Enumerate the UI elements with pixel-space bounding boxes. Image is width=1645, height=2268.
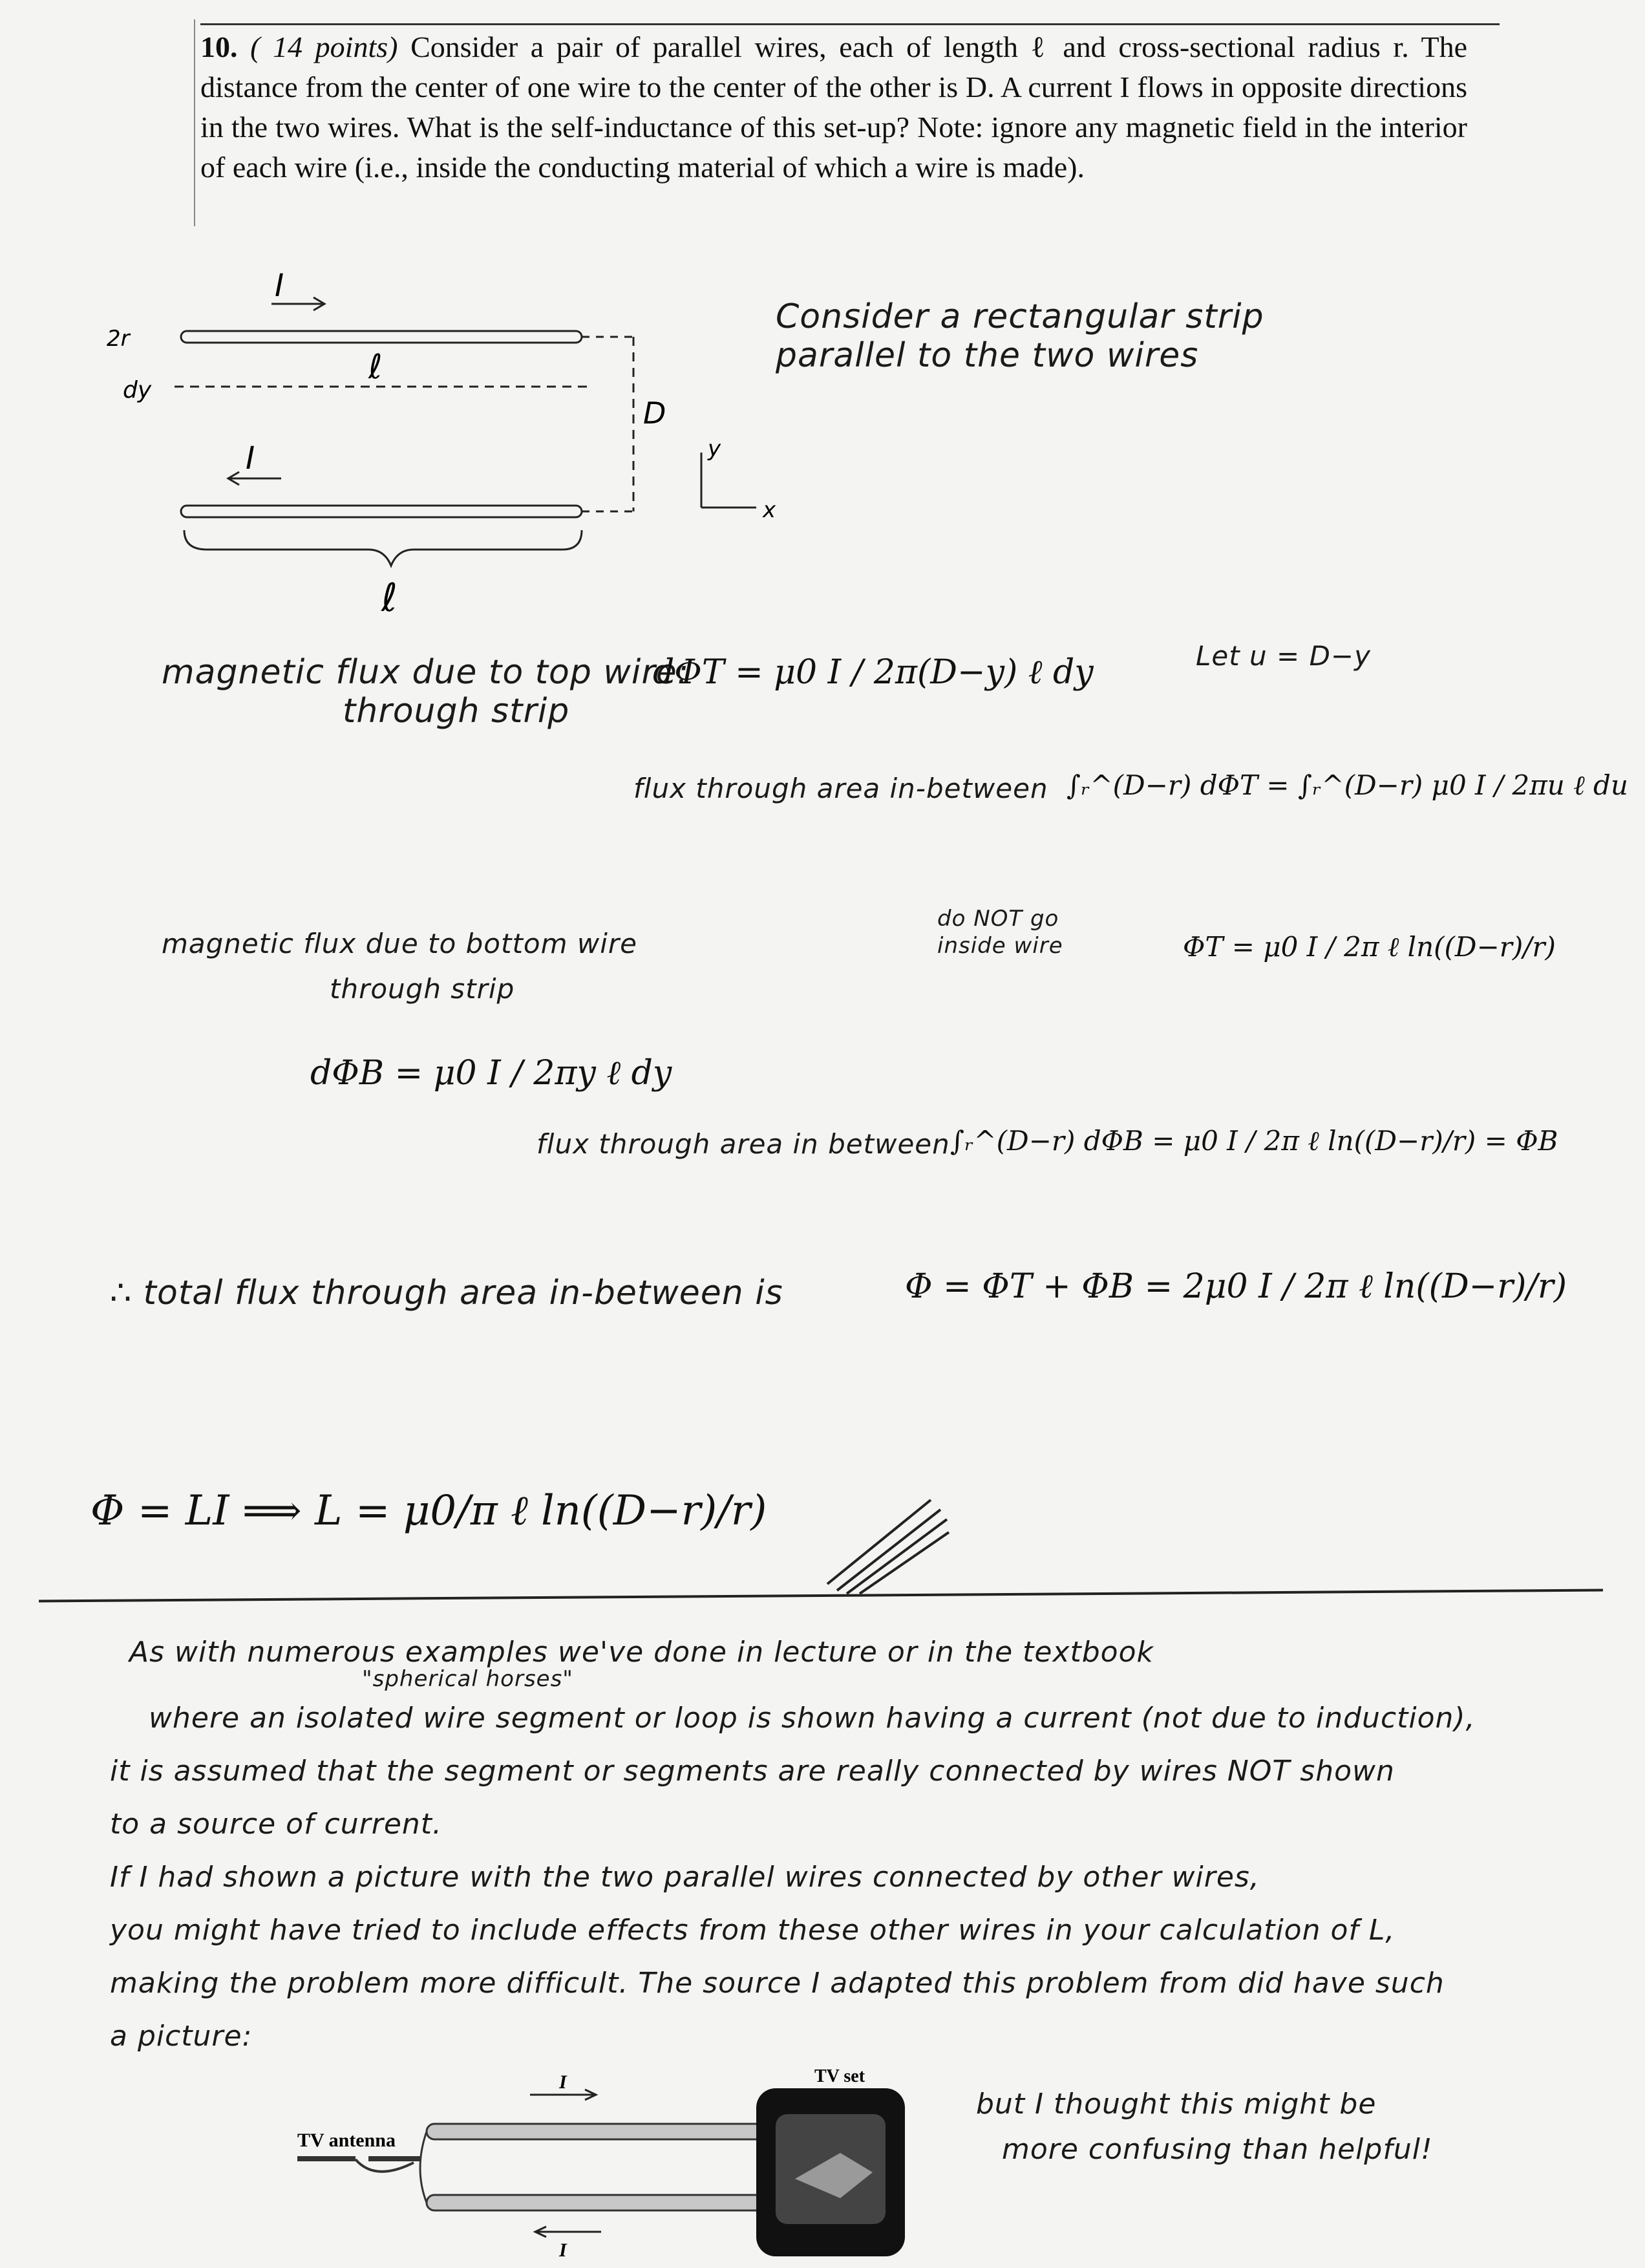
axis-x-label: x <box>763 497 776 523</box>
dy-label: dy <box>123 377 152 403</box>
phi-t-result: ΦT = μ0 I / 2π ℓ ln((D−r)/r) <box>1183 931 1556 963</box>
final-eq: Φ = LI ⟹ L = μ0/π ℓ ln((D−r)/r) <box>90 1487 767 1535</box>
footnote-line-8: making the problem more difficult. The source I adapted this problem from did have such <box>110 1967 1445 2000</box>
top-wire <box>181 331 582 343</box>
pic-i-bottom: I <box>559 2240 567 2261</box>
top-conductor <box>427 2124 801 2139</box>
strip-note <box>776 297 1264 375</box>
radius-label: 2r <box>107 326 130 352</box>
emphasis-hatch <box>821 1474 950 1597</box>
footnote-line-6: If I had shown a picture with the two parallel wires connected by other wires, <box>110 1861 1260 1894</box>
top-rule <box>200 23 1500 25</box>
margin-rule <box>194 19 195 226</box>
footnote-line-9: a picture: <box>110 2020 253 2053</box>
tv-set-label: TV set <box>814 2066 865 2086</box>
bottom-between-eq: ∫ᵣ^(D−r) dΦB = μ0 I / 2π ℓ ln((D−r)/r) = ΦB <box>950 1125 1558 1157</box>
tv-antenna-label: TV antenna <box>297 2130 396 2151</box>
footnote-line-2: "spherical horses" <box>362 1666 573 1692</box>
axis-y-label: y <box>708 436 721 462</box>
wire-diagram <box>97 259 808 621</box>
between-eq: ∫ᵣ^(D−r) dΦT = ∫ᵣ^(D−r) μ0 I / 2πu ℓ du <box>1067 769 1628 801</box>
footnote-line-1: As with numerous examples we've done in lecture or in the textbook <box>129 1636 1154 1669</box>
bottom-wire <box>181 506 582 517</box>
total-eq: Φ = ΦT + ΦB = 2μ0 I / 2π ℓ ln((D−r)/r) <box>905 1267 1567 1306</box>
footnote-line-5: to a source of current. <box>110 1808 443 1841</box>
tv-antenna-picture <box>284 2062 931 2263</box>
bottom-conductor <box>427 2195 801 2210</box>
flux-top-label: magnetic flux due to top wire: through strip <box>162 653 690 731</box>
length-brace <box>184 530 582 566</box>
antenna-icon <box>297 2156 356 2161</box>
between-label: flux through area in-between <box>633 773 1048 804</box>
problem-points: ( 14 points) <box>250 30 398 63</box>
do-not-note: do NOT go inside wire <box>937 906 1063 959</box>
current-top-label: I <box>275 268 284 304</box>
length-label-top: ℓ <box>368 348 383 387</box>
footnote-line-7: you might have tried to include effects from these other wires in your calculation of L, <box>110 1914 1396 1947</box>
flux-bottom-label: magnetic flux due to bottom wire through strip <box>162 928 637 1005</box>
problem-text: Consider a pair of parallel wires, each of length ℓ and cross-sectional radius r. The distance from the center of one wire to the center of the other is D. A current I flows in opposite directions in the two wires. What is the self-inductance of this set-up? Note: ignore any magnetic field in the interior of each wire (i.e., inside the conducting material of which a wire is made). <box>200 30 1467 184</box>
d-label: D <box>643 396 666 431</box>
total-label: ∴ total flux through area in-between is <box>110 1274 783 1312</box>
footnote <box>110 1626 1476 2063</box>
let-u-note: Let u = D−y <box>1196 640 1371 672</box>
pic-i-top: I <box>559 2071 567 2093</box>
problem-statement <box>200 27 1467 187</box>
problem-number: 10. <box>200 30 238 63</box>
footnote-aside: but I thought this might be more confusing than helpful! <box>976 2088 1433 2166</box>
current-bottom-label: I <box>246 440 255 476</box>
footnote-line-4: it is assumed that the segment or segments are really connected by wires NOT shown <box>110 1755 1395 1788</box>
bottom-between-label: flux through area in between <box>536 1128 950 1160</box>
flux-top-eq: dΦT = μ0 I / 2π(D−y) ℓ dy <box>653 653 1094 692</box>
strip-line-2: parallel to the two wires <box>776 336 1199 375</box>
flux-bottom-eq: dΦB = μ0 I / 2πy ℓ dy <box>310 1054 672 1093</box>
strip-line-1: Consider a rectangular strip <box>776 297 1264 336</box>
footnote-line-3: where an isolated wire segment or loop is shown having a current (not due to induction), <box>149 1702 1476 1735</box>
length-label-bottom: ℓ <box>381 575 398 621</box>
